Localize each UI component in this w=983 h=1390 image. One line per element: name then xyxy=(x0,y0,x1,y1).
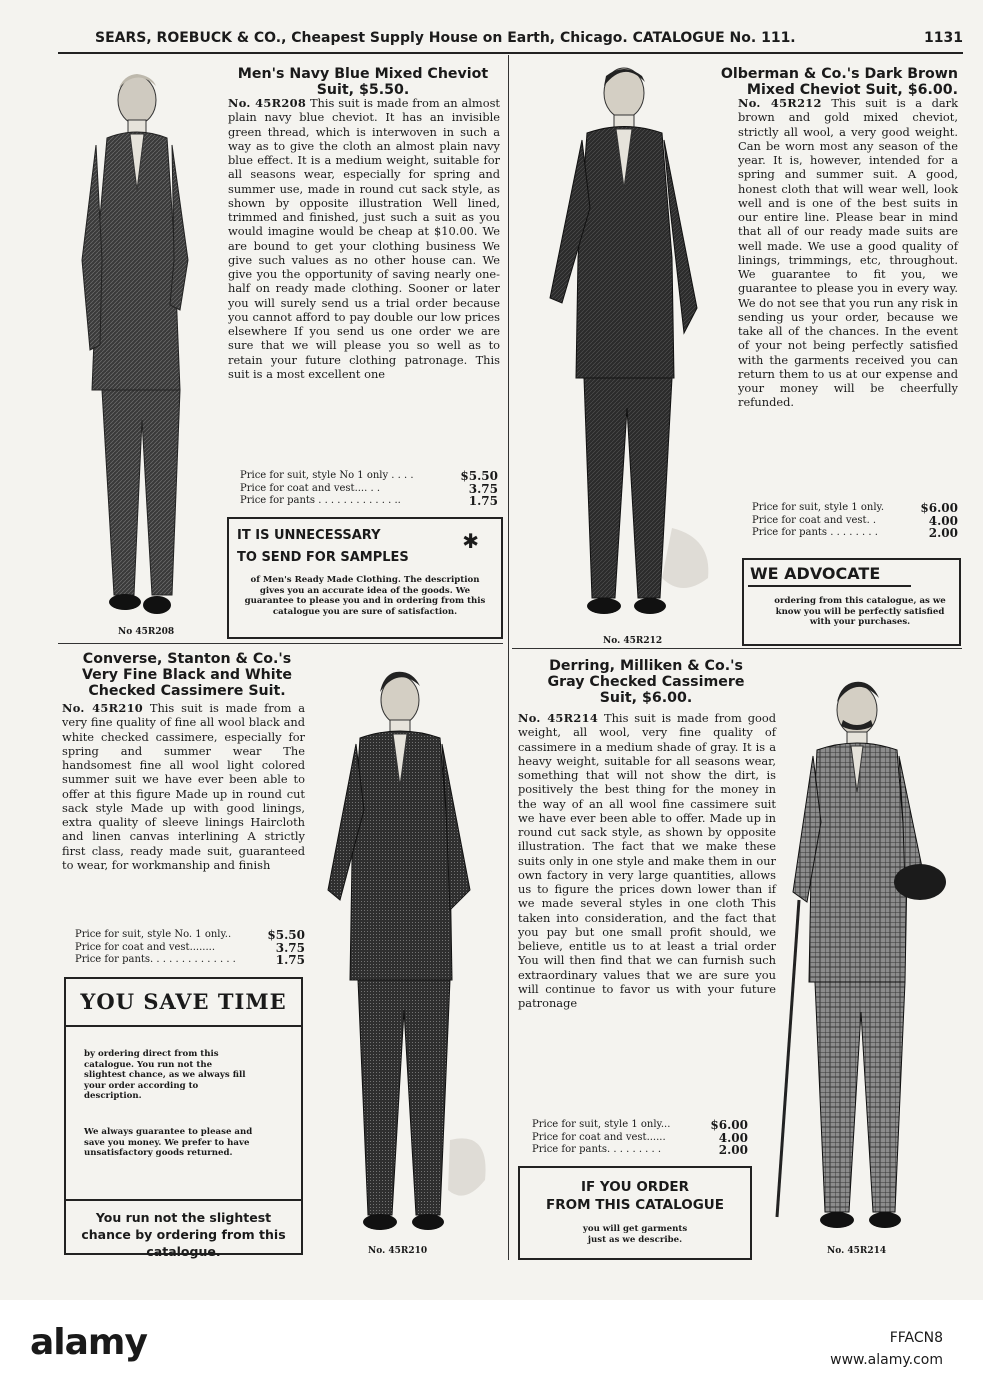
title-line: Olberman & Co.'s Dark Brown xyxy=(720,66,958,82)
left-section-divider xyxy=(58,643,503,644)
article-body-45r210 xyxy=(62,701,305,872)
price-row: Price for suit, style 1 only. $6.00 xyxy=(752,501,958,515)
image-id: FFACN8 xyxy=(889,1330,943,1346)
box-heading: YOU SAVE TIME xyxy=(80,989,287,1014)
price-list-45r212 xyxy=(752,502,958,540)
price-row: Price for pants . . . . . . . . 2.00 xyxy=(752,526,958,540)
figure-caption-45r210: No. 45R210 xyxy=(368,1246,428,1256)
page-header xyxy=(95,30,963,46)
samples-notice-box xyxy=(227,517,503,639)
article-title-45r208 xyxy=(222,66,504,98)
box-text: ordering from this catalogue, as we know you will be perfectly satisfied with your purchases. xyxy=(774,596,946,627)
item-number: No. 45R212 xyxy=(738,96,822,110)
item-number: No. 45R214 xyxy=(518,711,599,725)
figure-caption-45r214: No. 45R214 xyxy=(827,1246,887,1256)
watermark-strip xyxy=(0,1300,983,1390)
box-text: by ordering direct from this catalogue. You run not the slightest chance, as we always fill your order according to description. xyxy=(84,1049,246,1101)
article-body-45r208 xyxy=(228,96,500,381)
box-heading-line: IF YOU ORDER xyxy=(580,1179,690,1195)
box-heading: WE ADVOCATE xyxy=(750,564,881,583)
price-row: Price for coat and vest...... 4.00 xyxy=(532,1130,748,1145)
price-row: Price for pants. . . . . . . . . . . . . . 1.75 xyxy=(75,953,305,967)
page-number: 1131 xyxy=(924,30,963,46)
price-row: Price for suit, style 1 only... $6.00 xyxy=(532,1118,748,1132)
watermark-url: www.alamy.com xyxy=(830,1352,943,1368)
title-line: Men's Navy Blue Mixed Cheviot xyxy=(237,66,489,82)
alamy-logo: alamy xyxy=(30,1322,147,1363)
box-heading-line: IT IS UNNECESSARY xyxy=(237,528,381,543)
price-list-45r208 xyxy=(240,470,498,508)
box-heading-line: TO SEND FOR SAMPLES xyxy=(237,550,409,565)
article-title-45r214 xyxy=(512,658,780,706)
box-heading-rule xyxy=(66,1025,301,1027)
suit-illustration-45r210 xyxy=(300,660,510,1260)
article-body-45r214 xyxy=(518,711,776,1010)
item-number: No. 45R208 xyxy=(228,96,307,110)
box-heading-underline xyxy=(748,585,911,587)
item-number: No. 45R210 xyxy=(62,701,144,715)
title-line: Derring, Milliken & Co.'s xyxy=(549,658,743,674)
price-row: Price for suit, style No 1 only . . . . $5.50 xyxy=(240,469,498,483)
box-text: you will get garments just as we describe. xyxy=(582,1224,688,1245)
suit-illustration-45r208 xyxy=(62,60,222,640)
right-section-divider xyxy=(512,648,962,649)
save-time-notice-box xyxy=(64,977,303,1259)
box-text: We always guarantee to please and save you money. We prefer to have unsatisfactory goods returned. xyxy=(84,1127,253,1158)
header-rule xyxy=(58,52,963,54)
asterisk-ornament-icon: ✱ xyxy=(462,529,479,553)
title-line: Mixed Cheviot Suit, $6.00. xyxy=(746,82,958,98)
article-body-45r212 xyxy=(738,96,958,410)
price-list-45r214 xyxy=(532,1119,748,1157)
description: This suit is made from an almost plain navy blue cheviot. It has an invisible green thread, which is interwoven in such a way as to give the cloth an almost plain navy blue effect. It is a medium weight, suitable for all seasons wear, especially for spring and summer use, made in round cut sack style, as shown by opposite illustration Well lined, trimmed and finished, just such a suit as you would imagine would be cheap at $10.00. We are bound to get your clothing business We give such values as no other house can. We give you the opportunity of saving nearly one-half on ready made clothing. Sooner or later you will surely send us a trial order because you cannot afford to pay double our low prices elsewhere If you send us one order we are sure that we will please you so well as to retain your future clothing patronage. This suit is a most excellent one xyxy=(228,96,500,381)
price-row: Price for coat and vest.... . . 3.75 xyxy=(240,481,498,496)
order-notice-box xyxy=(518,1166,752,1260)
header-title: SEARS, ROEBUCK & CO., Cheapest Supply House on Earth, Chicago. CATALOGUE No. 111. xyxy=(95,30,796,46)
suit-illustration-45r214 xyxy=(755,672,960,1247)
box-footer-rule xyxy=(66,1199,301,1201)
price-row: Price for suit, style No. 1 only.. $5.50 xyxy=(75,928,305,942)
price-row: Price for coat and vest........ 3.75 xyxy=(75,940,305,955)
description: This suit is a dark brown and gold mixed cheviot, strictly all wool, a very good weight. Can be worn most any season of the year. It is, however, intended for a spring and summer suit. A good, honest cloth that will wear well, look well and is one of the best suits in our entire line. Please bear in mind that all of our ready made suits are well made. We use a good quality of linings, trimmings, etc, throughout. We guarantee to fit you, we guarantee to please you in every way. We do not see that you run any risk in sending us your order, because we take all of the chances. In the event of your not being perfectly satisfied with the garments received you can return them to us at our expense and your money will be cheerfully refunded. xyxy=(738,96,958,410)
box-text: of Men's Ready Made Clothing. The description gives you an accurate idea of the goods. We guarantee to please you and in ordering from this catalogue you are sure of satisfaction. xyxy=(244,575,486,617)
title-line: Gray Checked Cassimere xyxy=(547,674,745,690)
description: This suit is made from a very fine quality of fine all wool black and white checked cassimere, especially for spring and summer wear The handsomest fine all wool light colored summer suit we have ever been able to offer at this figure Made up in round cut sack style Made up with good linings, extra quality of sleeve linings Haircloth and linen canvas interlining A strictly first class, ready made suit, guaranteed to wear, for workmanship and finish xyxy=(62,701,305,872)
price-row: Price for pants. . . . . . . . . 2.00 xyxy=(532,1143,748,1157)
advocate-notice-box xyxy=(742,558,961,646)
figure-caption-45r212: No. 45R212 xyxy=(603,636,663,646)
suit-illustration-45r212 xyxy=(512,58,737,638)
title-line: Very Fine Black and White xyxy=(81,667,293,683)
price-row: Price for coat and vest. . 4.00 xyxy=(752,513,958,528)
box-heading-line: FROM THIS CATALOGUE xyxy=(546,1197,724,1213)
price-row: Price for pants . . . . . . . . . . . . .. 1.75 xyxy=(240,494,498,508)
title-line: Converse, Stanton & Co.'s xyxy=(82,651,292,667)
description: This suit is made from good weight, all wool, very fine quality of cassimere in a medium shade of gray. It is a heavy weight, suitable for all seasons wear, something that will not show the dirt, is positively the best thing for the money in the way of an all wool fine cassimere suit we have ever been able to offer. Made up in round cut sack style, as shown by opposite illustration. The fact that we make these suits only in one style and make them in our own factory in very large quantities, allows us to figure the prices down lower than if we made several styles in one cloth This taken into consideration, and the fact that you pay but one small profit should, we believe, entitle us to at least a trial order You will then find that we can furnish such extraordinary values that we are sure you will continue to favor us with your future patronage xyxy=(518,711,776,1010)
price-list-45r210 xyxy=(75,929,305,967)
figure-caption-45r208: No 45R208 xyxy=(118,627,175,637)
article-title-45r210 xyxy=(62,651,312,699)
title-line: Checked Cassimere Suit. xyxy=(88,683,286,699)
title-line: Suit, $5.50. xyxy=(316,82,410,98)
box-footer: You run not the slightest chance by ordering from this catalogue. xyxy=(81,1210,286,1259)
article-title-45r212 xyxy=(640,66,958,98)
title-line: Suit, $6.00. xyxy=(599,690,693,706)
